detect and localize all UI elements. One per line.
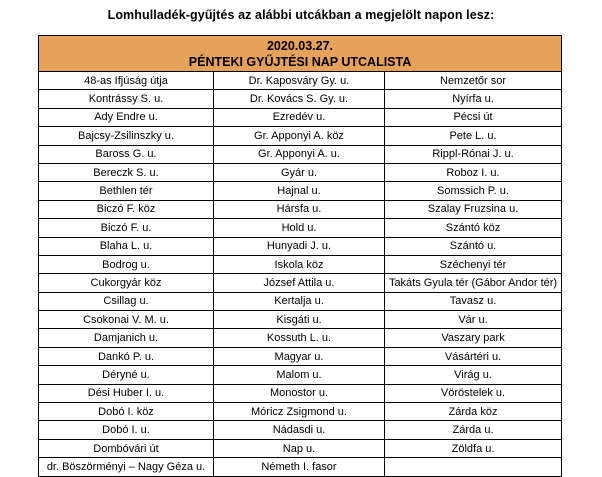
street-cell: Virág u.: [385, 366, 562, 384]
street-cell: Hársfa u.: [214, 200, 385, 218]
table-row: [39, 127, 562, 145]
street-cell: Kertalja u.: [214, 292, 385, 310]
table-row: [39, 145, 562, 163]
street-cell: Vásártéri u.: [385, 347, 562, 365]
street-cell: Roboz I. u.: [385, 163, 562, 181]
street-cell: Nap u.: [214, 439, 385, 457]
street-cell: Dési Huber I. u.: [39, 384, 214, 402]
street-cell: Nádasdi u.: [214, 421, 385, 439]
street-cell: dr. Böszörményi – Nagy Géza u.: [39, 458, 214, 476]
street-cell: Szántó köz: [385, 219, 562, 237]
street-cell: Kontrássy S. u.: [39, 90, 214, 108]
street-cell: Zöldfa u.: [385, 439, 562, 457]
street-cell: Blaha L. u.: [39, 237, 214, 255]
table-row: [39, 219, 562, 237]
street-cell: Pete L. u.: [385, 127, 562, 145]
street-cell: Zárda u.: [385, 421, 562, 439]
street-cell: Cukorgyár köz: [39, 274, 214, 292]
table-row: [39, 403, 562, 421]
street-cell: Damjanich u.: [39, 329, 214, 347]
street-cell: Ady Endre u.: [39, 108, 214, 126]
street-cell: [385, 458, 562, 476]
street-cell: Vár u.: [385, 311, 562, 329]
street-cell: Dr. Kovács S. Gy. u.: [214, 90, 385, 108]
street-cell: Móricz Zsigmond u.: [214, 403, 385, 421]
table-row: [39, 329, 562, 347]
table-row: [39, 255, 562, 273]
table-row: [39, 182, 562, 200]
street-rows: [39, 72, 562, 477]
street-cell: Dr. Kaposváry Gy. u.: [214, 72, 385, 90]
street-cell: Biczó F. u.: [39, 219, 214, 237]
street-cell: Dobó I. köz: [39, 403, 214, 421]
table-header-row: [39, 36, 562, 72]
street-cell: Monostor u.: [214, 384, 385, 402]
table-row: [39, 347, 562, 365]
table-row: [39, 72, 562, 90]
street-cell: Magyar u.: [214, 347, 385, 365]
street-cell: Hajnal u.: [214, 182, 385, 200]
street-cell: Déryné u.: [39, 366, 214, 384]
table-row: [39, 108, 562, 126]
table-row: [39, 292, 562, 310]
street-cell: Dombóvári út: [39, 439, 214, 457]
street-cell: Nemzetőr sor: [385, 72, 562, 90]
street-cell: Vöröstelek u.: [385, 384, 562, 402]
street-cell: Szántó u.: [385, 237, 562, 255]
table-row: [39, 90, 562, 108]
street-cell: Gyár u.: [214, 163, 385, 181]
street-cell: Szalay Fruzsina u.: [385, 200, 562, 218]
street-cell: Németh I. fasor: [214, 458, 385, 476]
street-cell: Gr. Apponyi A. köz: [214, 127, 385, 145]
street-cell: Csillag u.: [39, 292, 214, 310]
street-cell: Biczó F. köz: [39, 200, 214, 218]
street-cell: Malom u.: [214, 366, 385, 384]
street-list-table: [38, 35, 562, 477]
collection-date: 2020.03.27.: [266, 39, 334, 53]
street-cell: Kisgáti u.: [214, 311, 385, 329]
table-title: PÉNTEKI GYŰJTÉSI NAP UTCALISTA: [188, 55, 412, 69]
street-cell: Hunyadi J. u.: [214, 237, 385, 255]
street-cell: Bethlen tér: [39, 182, 214, 200]
street-cell: Takáts Gyula tér (Gábor Andor tér): [385, 274, 562, 292]
street-cell: Kossuth L. u.: [214, 329, 385, 347]
street-cell: Bajcsy-Zsilinszky u.: [39, 127, 214, 145]
table-row: [39, 311, 562, 329]
street-cell: Széchenyi tér: [385, 255, 562, 273]
street-cell: Gr. Apponyi A. u.: [214, 145, 385, 163]
table-row: [39, 384, 562, 402]
street-cell: Baross G. u.: [39, 145, 214, 163]
table-header: [39, 36, 562, 72]
street-cell: Rippl-Rónai J. u.: [385, 145, 562, 163]
table-row: [39, 366, 562, 384]
street-cell: Vaszary park: [385, 329, 562, 347]
street-cell: Nyírfa u.: [385, 90, 562, 108]
street-cell: Dankó P. u.: [39, 347, 214, 365]
street-cell: Zárda köz: [385, 403, 562, 421]
page-heading: Lomhulladék-gyűjtés az alábbi utcákban a megjelölt napon lesz:: [107, 8, 495, 22]
street-cell: Bodrog u.: [39, 255, 214, 273]
street-cell: Hold u.: [214, 219, 385, 237]
street-cell: Csokonai V. M. u.: [39, 311, 214, 329]
table-row: [39, 237, 562, 255]
street-cell: Somssich P. u.: [385, 182, 562, 200]
street-cell: Ezredév u.: [214, 108, 385, 126]
street-cell: Iskola köz: [214, 255, 385, 273]
street-cell: 48-as Ifjúság útja: [39, 72, 214, 90]
table-row: [39, 200, 562, 218]
table-row: [39, 421, 562, 439]
street-cell: Tavasz u.: [385, 292, 562, 310]
table-row: [39, 163, 562, 181]
street-cell: József Attila u.: [214, 274, 385, 292]
street-cell: Dobó I. u.: [39, 421, 214, 439]
street-cell: Pécsi út: [385, 108, 562, 126]
street-cell: Bereczk S. u.: [39, 163, 214, 181]
table-row: [39, 439, 562, 457]
table-row: [39, 274, 562, 292]
table-row: [39, 458, 562, 476]
